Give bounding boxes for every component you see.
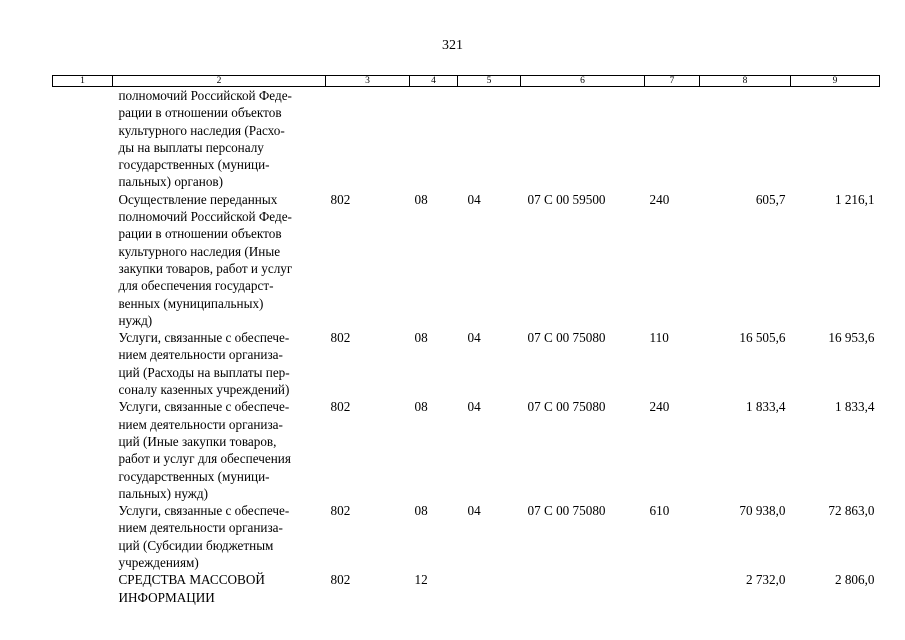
column-header-4: 4 — [410, 76, 458, 87]
item-name-line: ИНФОРМАЦИИ — [118, 589, 215, 605]
item-name-line: соналу казенных учреждений) — [118, 382, 290, 398]
department-code: 802 — [330, 572, 351, 588]
item-name-cell — [113, 329, 326, 398]
item-name-cell — [113, 87, 326, 191]
item-name-line: пальных) нужд) — [118, 485, 209, 501]
row-number-cell — [53, 398, 113, 502]
expense-type-code — [645, 571, 700, 606]
item-name-line: нием деятельности организа- — [118, 347, 283, 363]
row-number-cell — [53, 87, 113, 191]
amount-year-1: 2 732,0 — [745, 572, 786, 588]
section-code: 08 — [414, 503, 428, 519]
column-header-9: 9 — [791, 76, 880, 87]
row-number-cell — [53, 191, 113, 329]
item-name-cell — [113, 191, 326, 329]
row-number-cell — [53, 329, 113, 398]
section-code — [410, 87, 458, 191]
item-name-line: нием деятельности организа- — [118, 520, 283, 536]
subsection-code — [458, 571, 521, 606]
target-item-code: 07 С 00 75080 — [527, 399, 606, 415]
target-item-code: 07 С 00 75080 — [527, 330, 606, 346]
table-row — [53, 329, 880, 398]
item-name-line: пальных) органов) — [118, 174, 224, 190]
amount-year-2: 1 833,4 — [834, 399, 875, 415]
table-row — [53, 191, 880, 329]
item-name-line: культурного наследия (Иные — [118, 243, 281, 259]
amount-year-1: 70 938,0 — [739, 503, 786, 519]
section-code: 08 — [414, 399, 428, 415]
amount-year-1: 1 833,4 — [745, 399, 786, 415]
column-header-2: 2 — [113, 76, 326, 87]
budget-table — [52, 75, 880, 606]
amount-year-2: 1 216,1 — [834, 191, 875, 207]
department-code: 802 — [330, 399, 351, 415]
target-item-code: 07 С 00 59500 — [527, 191, 606, 207]
row-number-cell — [53, 571, 113, 606]
column-header-3: 3 — [326, 76, 410, 87]
item-name-line: ды на выплаты персоналу — [118, 139, 264, 155]
amount-year-1 — [700, 87, 791, 191]
column-header-6: 6 — [521, 76, 645, 87]
amount-year-1: 605,7 — [755, 191, 786, 207]
expense-type-code: 240 — [649, 191, 670, 207]
item-name-line: Услуги, связанные с обеспече- — [118, 399, 290, 415]
amount-year-2 — [791, 87, 880, 191]
item-name-cell — [113, 502, 326, 571]
table-row — [53, 502, 880, 571]
item-name-line: ций (Субсидии бюджетным — [118, 537, 274, 553]
item-name-line: рации в отношении объектов — [118, 105, 282, 121]
column-header-7: 7 — [645, 76, 700, 87]
item-name-line: СРЕДСТВА МАССОВОЙ — [118, 572, 265, 588]
item-name-line: венных (муниципальных) — [118, 295, 264, 311]
item-name-cell — [113, 571, 326, 606]
department-code: 802 — [330, 330, 351, 346]
item-name-line: закупки товаров, работ и услуг — [118, 260, 293, 276]
subsection-code: 04 — [467, 503, 481, 519]
item-name-line: Услуги, связанные с обеспече- — [118, 503, 290, 519]
item-name-line: нужд) — [118, 312, 153, 328]
item-name-cell — [113, 398, 326, 502]
department-code: 802 — [330, 191, 351, 207]
item-name-line: Осуществление переданных — [118, 191, 278, 207]
subsection-code — [458, 87, 521, 191]
item-name-line: для обеспечения государст- — [118, 278, 274, 294]
item-name-line: полномочий Российской Феде- — [118, 88, 292, 103]
amount-year-2: 2 806,0 — [834, 572, 875, 588]
item-name-line: рации в отношении объектов — [118, 226, 282, 242]
table-row — [53, 571, 880, 606]
target-item-code — [521, 87, 645, 191]
expense-type-code: 110 — [649, 330, 669, 346]
department-code — [326, 87, 410, 191]
expense-type-code: 610 — [649, 503, 670, 519]
item-name-line: полномочий Российской Феде- — [118, 209, 292, 225]
table-row — [53, 398, 880, 502]
item-name-line: учреждениям) — [118, 555, 199, 571]
item-name-line: государственных (муници- — [118, 468, 270, 484]
table-row — [53, 87, 880, 191]
section-code: 12 — [414, 572, 428, 588]
amount-year-1: 16 505,6 — [739, 330, 786, 346]
expense-type-code — [645, 87, 700, 191]
section-code: 08 — [414, 191, 428, 207]
row-number-cell — [53, 502, 113, 571]
table-body — [53, 87, 880, 606]
target-item-code — [521, 571, 645, 606]
subsection-code: 04 — [467, 399, 481, 415]
subsection-code: 04 — [467, 191, 481, 207]
amount-year-2: 72 863,0 — [828, 503, 875, 519]
item-name-line: ций (Иные закупки товаров, — [118, 433, 277, 449]
item-name-line: ций (Расходы на выплаты пер- — [118, 364, 290, 380]
column-number-header-row — [53, 76, 880, 87]
item-name-line: государственных (муници- — [118, 157, 270, 173]
section-code: 08 — [414, 330, 428, 346]
amount-year-2: 16 953,6 — [828, 330, 875, 346]
column-header-8: 8 — [700, 76, 791, 87]
expense-type-code: 240 — [649, 399, 670, 415]
column-header-1: 1 — [53, 76, 113, 87]
target-item-code: 07 С 00 75080 — [527, 503, 606, 519]
item-name-line: нием деятельности организа- — [118, 416, 283, 432]
department-code: 802 — [330, 503, 351, 519]
column-header-5: 5 — [458, 76, 521, 87]
item-name-line: Услуги, связанные с обеспече- — [118, 330, 290, 346]
page-number: 321 — [442, 38, 463, 53]
subsection-code: 04 — [467, 330, 481, 346]
item-name-line: культурного наследия (Расхо- — [118, 122, 285, 138]
item-name-line: работ и услуг для обеспечения — [118, 451, 291, 467]
